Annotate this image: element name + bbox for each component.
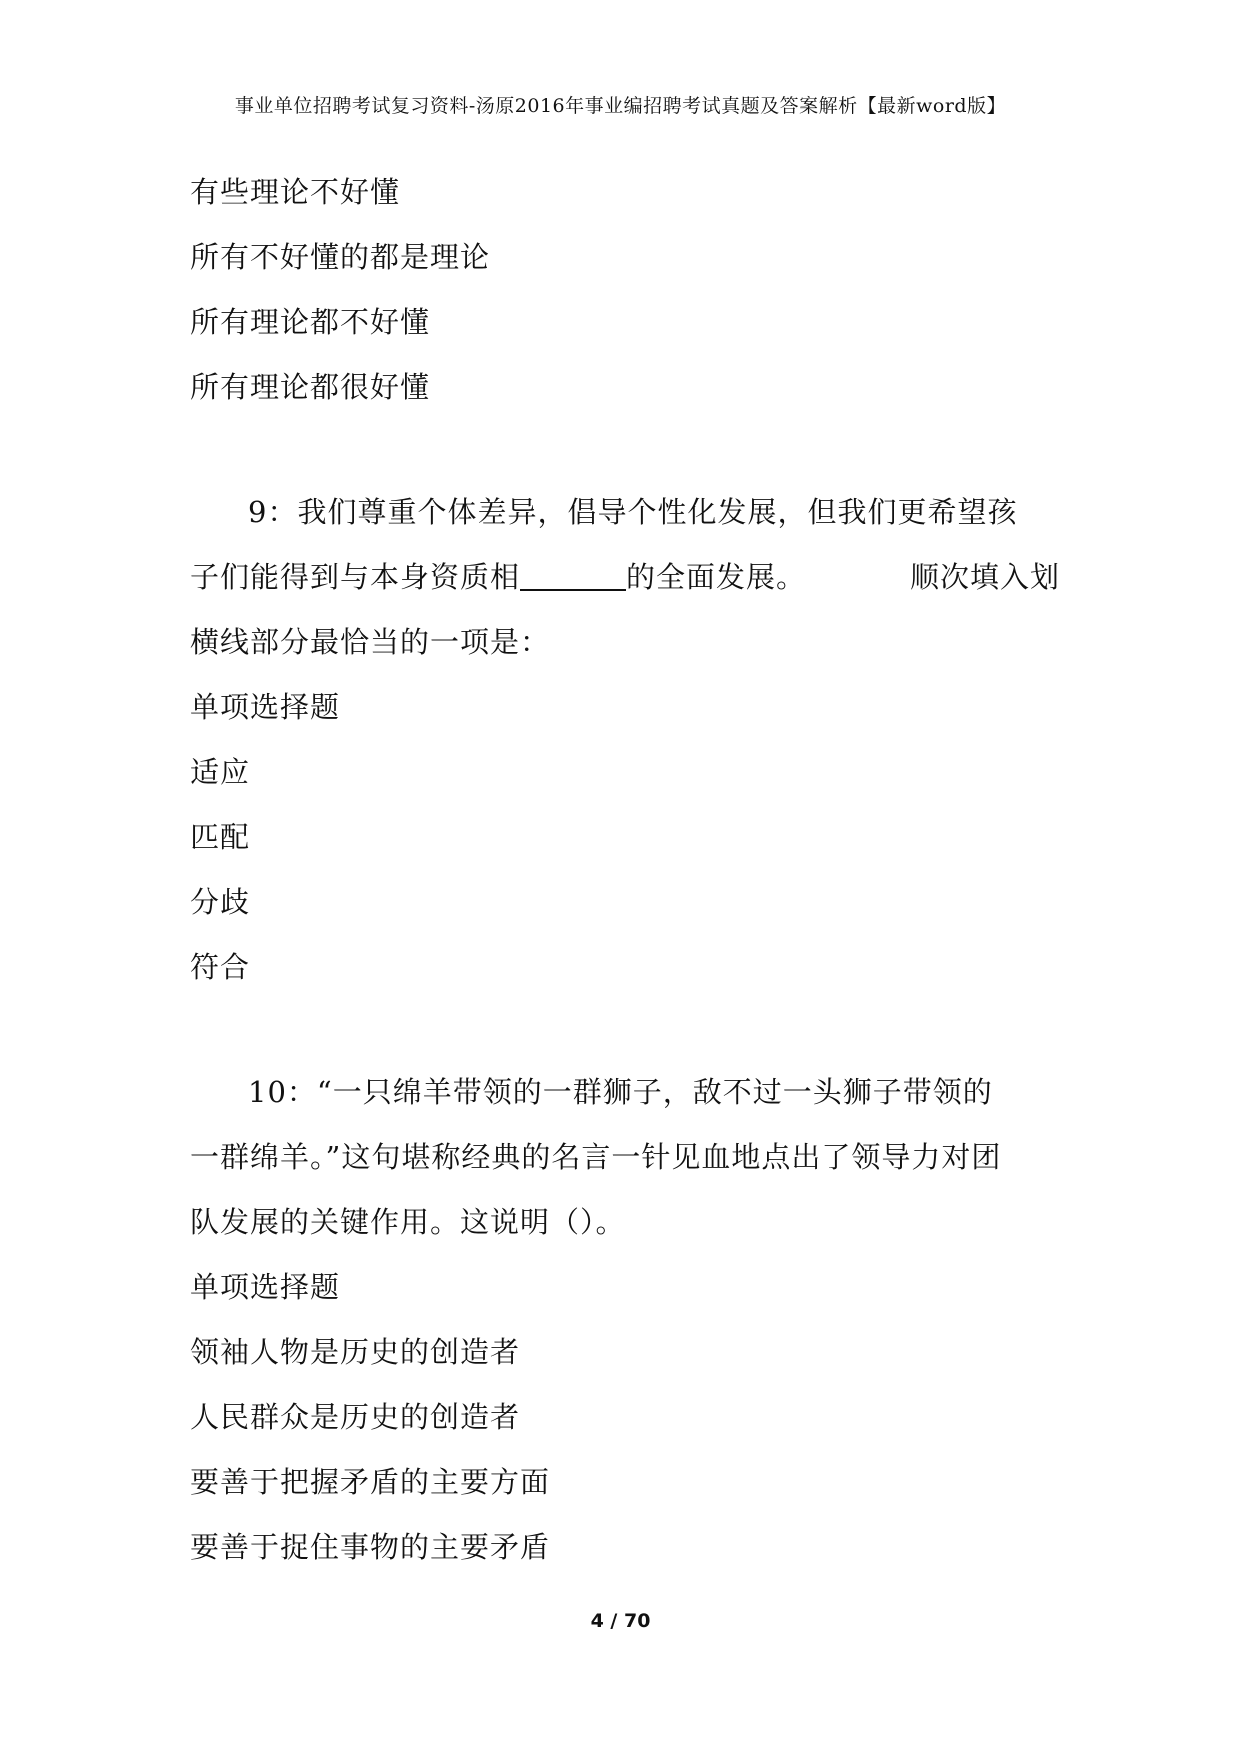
question-9-text: 9：我们尊重个体差异，倡导个性化发展，但我们更希望孩 — [248, 495, 1018, 529]
question-10-text: 10：“一只绵羊带领的一群狮子，敌不过一头狮子带领的 — [248, 1075, 993, 1109]
option-text: 匹配 — [190, 820, 251, 854]
page-header: 事业单位招聘考试复习资料-汤原2016年事业编招聘考试真题及答案解析【最新word版】 — [234, 95, 1007, 117]
question-9 — [190, 480, 1060, 1000]
option-text: 符合 — [190, 950, 251, 984]
question-9-instruction: 顺次填入划 — [909, 560, 1060, 594]
option-text: 所有不好懂的都是理论 — [190, 240, 491, 274]
option-text: 要善于捉住事物的主要矛盾 — [190, 1530, 551, 1564]
question-10 — [190, 1060, 1060, 1580]
question-10-text: 队发展的关键作用。这说明（）。 — [190, 1205, 626, 1239]
option-text: 所有理论都很好懂 — [190, 370, 431, 404]
option-text: 有些理论不好懂 — [190, 175, 401, 209]
option-text: 要善于把握矛盾的主要方面 — [190, 1465, 551, 1499]
question-10-text: 一群绵羊。”这句堪称经典的名言一针见血地点出了领导力对团 — [190, 1140, 1002, 1174]
option-text: 分歧 — [190, 885, 251, 919]
question-type: 单项选择题 — [190, 690, 341, 724]
option-text: 人民群众是历史的创造者 — [190, 1400, 521, 1434]
question-9-text: 横线部分最恰当的一项是： — [190, 625, 551, 659]
previous-question-options — [190, 160, 1060, 420]
option-text: 所有理论都不好懂 — [190, 305, 431, 339]
page-content — [190, 160, 1060, 1580]
option-text: 领袖人物是历史的创造者 — [190, 1335, 521, 1369]
spacer — [190, 420, 1060, 480]
fill-in-blank — [520, 559, 626, 591]
option-text: 适应 — [190, 755, 251, 789]
spacer — [190, 1000, 1060, 1060]
question-9-text — [190, 545, 1060, 610]
page-number: 4 / 70 — [590, 1610, 651, 1632]
question-type: 单项选择题 — [190, 1270, 341, 1304]
question-9-stem: 子们能得到与本身资质相 的全面发展。 — [190, 560, 807, 594]
